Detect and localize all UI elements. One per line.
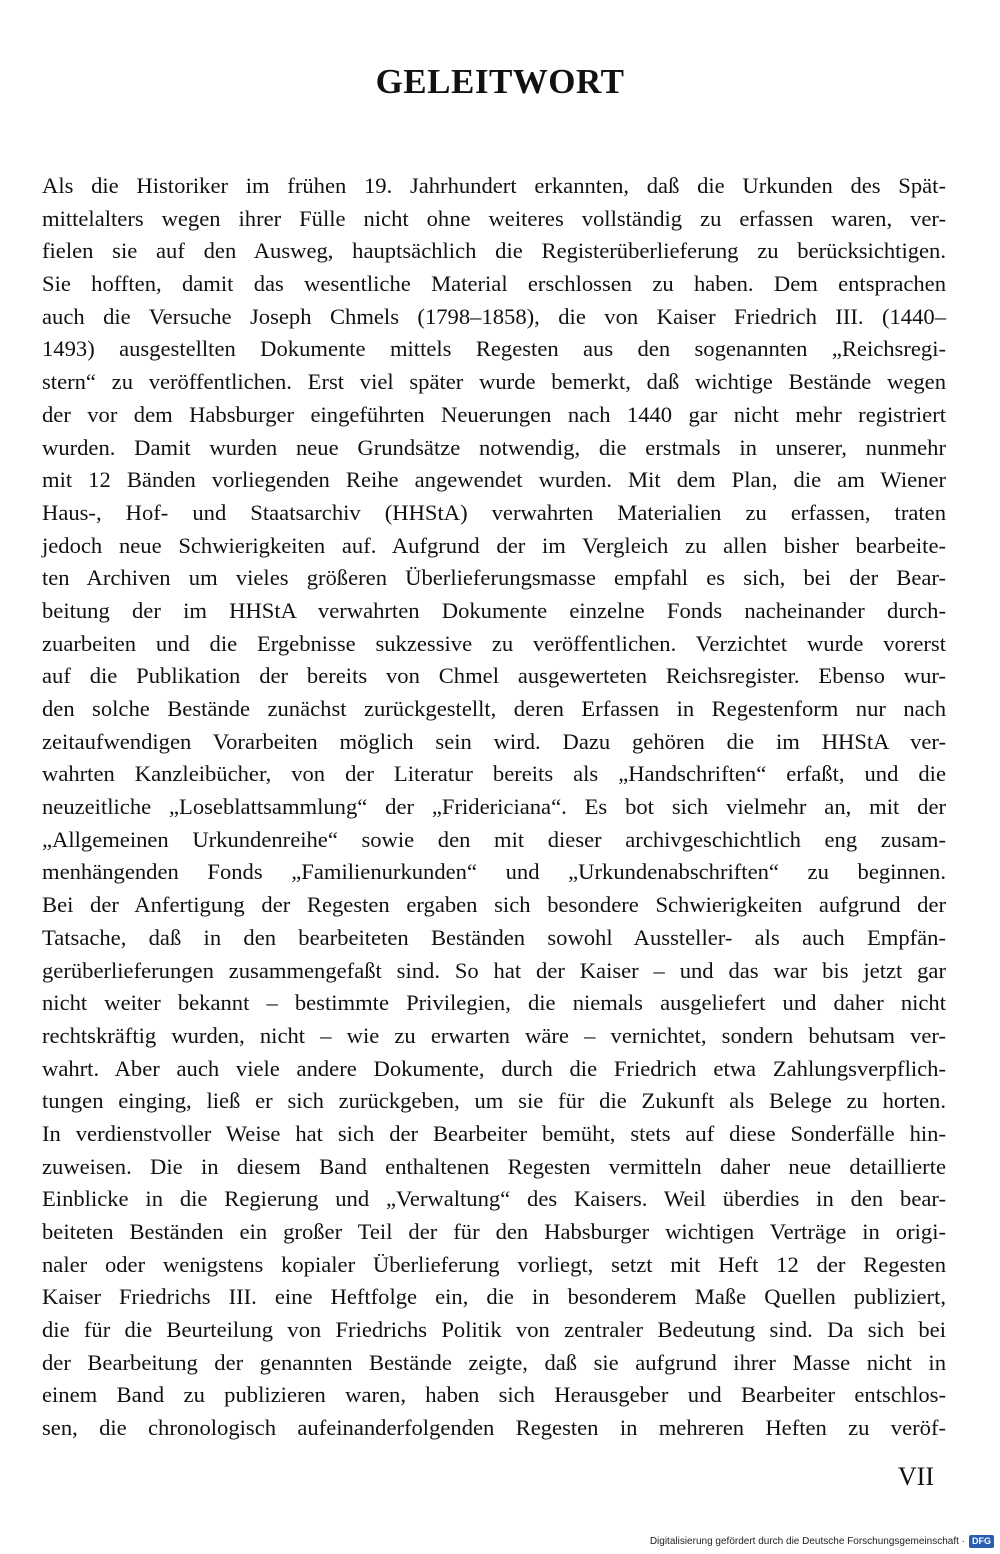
dfg-logo: DFG: [969, 1535, 994, 1548]
digitization-footer: [650, 1535, 994, 1548]
text-line: naler oder wenigstens kopialer Überlieferung vorliegt, setzt mit Heft 12 der Regesten: [42, 1251, 946, 1277]
text-line: zuweisen. Die in diesem Band enthaltenen Regesten vermitteln daher neue detaillierte: [42, 1153, 946, 1179]
text-line: beiteten Beständen ein großer Teil der für den Habsburger wichtigen Verträge in origi-: [42, 1219, 946, 1244]
text-line: fielen sie auf den Ausweg, hauptsächlich die Registerüberlieferung zu berücksichtigen.: [42, 238, 946, 264]
text-line: den solche Bestände zunächst zurückgestellt, deren Erfassen in Regestenform nur nach: [42, 696, 946, 721]
footer-text: Digitalisierung gefördert durch die Deutsche Forschungsgemeinschaft ·: [649, 1536, 965, 1547]
text-line: zeitaufwendigen Vorarbeiten möglich sein wird. Dazu gehören die im HHStA ver-: [42, 728, 946, 754]
text-line: gerüberlieferungen zusammengefaßt sind. So hat der Kaiser – und das war bis jetzt gar: [42, 957, 946, 983]
text-line: Kaiser Friedrichs III. eine Heftfolge ein, die in besonderem Maße Quellen publiziert,: [42, 1284, 946, 1310]
page-title: GELEITWORT: [375, 62, 625, 101]
text-line: 1493) ausgestellten Dokumente mittels Regesten aus den sogenannten „Reichsregi-: [42, 336, 946, 362]
text-line: wahrt. Aber auch viele andere Dokumente, durch die Friedrich etwa Zahlungsverpflich-: [42, 1055, 946, 1081]
text-line: mit 12 Bänden vorliegenden Reihe angewendet wurden. Mit dem Plan, die am Wiener: [42, 467, 946, 493]
text-line: der Bearbeitung der genannten Bestände zeigte, daß sie aufgrund ihrer Masse nicht in: [42, 1349, 946, 1375]
text-line: wurden. Damit wurden neue Grundsätze notwendig, die erstmals in unserer, nunmehr: [42, 434, 946, 460]
text-line: Sie hofften, damit das wesentliche Material erschlossen zu haben. Dem entsprachen: [42, 271, 946, 297]
text-line: rechtskräftig wurden, nicht – wie zu erwarten wäre – vernichtet, sondern behutsam ver-: [42, 1022, 946, 1048]
body-text: [42, 170, 946, 1445]
page-number: VII: [897, 1462, 934, 1491]
text-line: beitung der im HHStA verwahrten Dokumente einzelne Fonds nacheinander durch-: [42, 597, 946, 623]
text-line: sen, die chronologisch aufeinanderfolgenden Regesten in mehreren Heften zu veröf-: [42, 1415, 946, 1441]
text-line: wahrten Kanzleibücher, von der Literatur bereits als „Handschriften“ erfaßt, und die: [42, 761, 946, 787]
text-line: der vor dem Habsburger eingeführten Neuerungen nach 1440 gar nicht mehr registriert: [42, 401, 946, 427]
text-line: einem Band zu publizieren waren, haben sich Herausgeber und Bearbeiter entschlos-: [42, 1382, 946, 1408]
text-line: tungen einging, ließ er sich zurückgeben, um sie für die Zukunft als Belege zu horten.: [42, 1088, 946, 1114]
text-line: stern“ zu veröffentlichen. Erst viel später wurde bemerkt, daß wichtige Bestände wegen: [42, 369, 946, 395]
text-line: die für die Beurteilung von Friedrichs Politik von zentraler Bedeutung sind. Da sich bei: [42, 1317, 946, 1343]
text-line: Haus-, Hof- und Staatsarchiv (HHStA) verwahrten Materialien zu erfassen, traten: [42, 499, 946, 525]
text-line: neuzeitliche „Loseblattsammlung“ der „Fridericiana“. Es bot sich vielmehr an, mit der: [42, 794, 946, 820]
text-line: In verdienstvoller Weise hat sich der Bearbeiter bemüht, stets auf diese Sonderfälle hin-: [42, 1120, 946, 1146]
text-line: Einblicke in die Regierung und „Verwaltung“ des Kaisers. Weil überdies in den bear-: [42, 1186, 946, 1212]
text-line: ten Archiven um vieles größeren Überlieferungsmasse empfahl es sich, bei der Bear-: [42, 565, 946, 591]
text-line: auch die Versuche Joseph Chmels (1798–1858), die von Kaiser Friedrich III. (1440–: [42, 303, 946, 329]
text-line: auf die Publikation der bereits von Chmel ausgewerteten Reichsregister. Ebenso wur-: [42, 663, 946, 689]
text-line: mittelalters wegen ihrer Fülle nicht ohne weiteres vollständig zu erfassen waren, ver-: [42, 205, 946, 231]
text-line: menhängenden Fonds „Familienurkunden“ und „Urkundenabschriften“ zu beginnen.: [42, 859, 946, 885]
text-line: Tatsache, daß in den bearbeiteten Beständen sowohl Aussteller- als auch Empfän-: [42, 924, 946, 950]
text-line: Als die Historiker im frühen 19. Jahrhundert erkannten, daß die Urkunden des Spät-: [42, 173, 946, 198]
text-line: zuarbeiten und die Ergebnisse sukzessive zu veröffentlichen. Verzichtet wurde vorerst: [42, 630, 946, 656]
text-line: jedoch neue Schwierigkeiten auf. Aufgrund der im Vergleich zu allen bisher bearbeite-: [42, 532, 946, 558]
text-line: Bei der Anfertigung der Regesten ergaben sich besondere Schwierigkeiten aufgrund der: [42, 892, 946, 918]
text-line: „Allgemeinen Urkundenreihe“ sowie den mit dieser archivgeschichtlich eng zusam-: [42, 826, 946, 852]
text-line: nicht weiter bekannt – bestimmte Privilegien, die niemals ausgeliefert und daher nicht: [42, 990, 946, 1016]
